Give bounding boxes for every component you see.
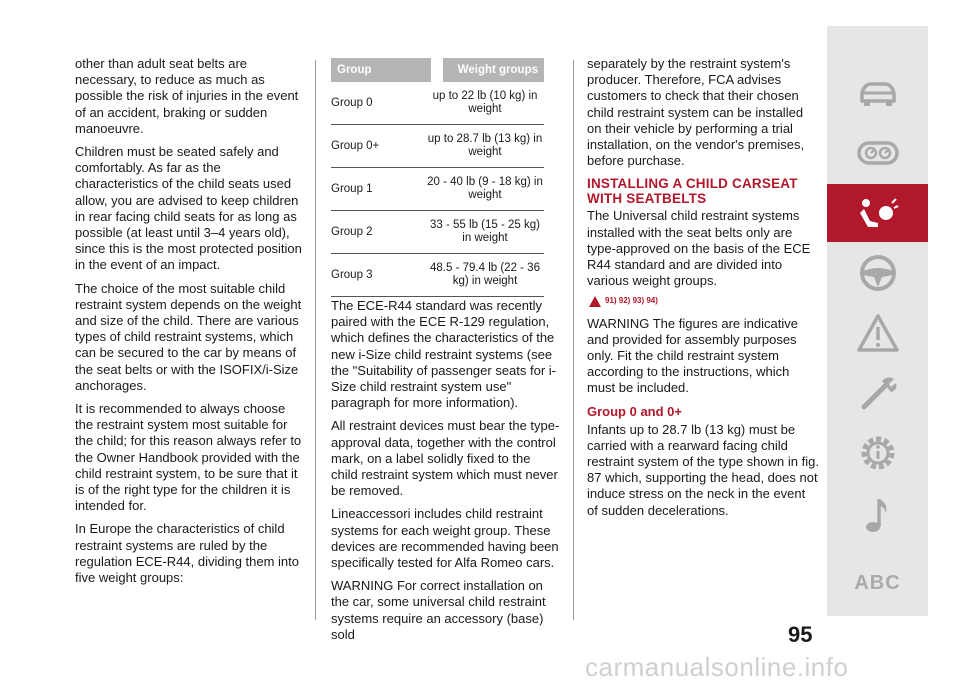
music-note-icon xyxy=(856,495,900,535)
warning-paragraph: WARNING The figures are indicative and provided for assembly purposes only. Fit the child restraint system according to the instructions, which must be included. xyxy=(587,315,798,396)
wrench-icon xyxy=(856,373,900,413)
paragraph: other than adult seat belts are necessary, to reduce as much as possible the risk of injuries in the event of an accident, braking or sudden manoeuvre. xyxy=(75,56,299,136)
paragraph: The Universal child restraint systems installed with the seat belts only are type-approved on the basis of the ECE R44 standard and are divided into various weight groups. xyxy=(587,208,811,289)
paragraph: Lineaccessori includes child restraint systems for each weight group. These devices are recommended having been specifically tested for Alfa Romeo cars. xyxy=(331,506,559,571)
paragraph: Children must be seated safely and comfortably. As far as the characteristics of the child seats used allow, you are advised to keep children in rear facing child seats for as long as possible (at least until 3–4 years old), since this is the most protected position in the event of an impact. xyxy=(75,144,302,273)
table-row xyxy=(331,125,544,168)
paragraph: The ECE-R44 standard was recently paired with the ECE R-129 regulation, which defines the characteristics of the new i-Size child restraint systems (see the "Suitability of passenger seats for i-Size child restraint system use" paragraph for more information). xyxy=(331,298,557,411)
weight-cell: 20 - 40 lb (9 - 18 kg) in weight xyxy=(427,176,543,201)
car-icon xyxy=(856,75,900,115)
sidebar-item-multimedia[interactable] xyxy=(827,486,928,544)
warning-triangle-icon xyxy=(589,296,601,307)
sidebar-item-index[interactable] xyxy=(827,554,928,612)
paragraph: WARNING For correct installation on the car, some universal child restraint systems require an accessory (base) sold xyxy=(331,578,546,642)
sidebar-item-dashboard[interactable] xyxy=(827,124,928,182)
sidebar-item-starting[interactable] xyxy=(827,244,928,302)
steering-wheel-icon xyxy=(856,253,900,293)
group-cell: Group 0+ xyxy=(331,139,380,152)
sidebar-item-safety[interactable] xyxy=(827,184,928,242)
column-2 xyxy=(331,298,560,650)
column-1 xyxy=(75,56,303,593)
table-row xyxy=(331,211,544,254)
paragraph: All restraint devices must bear the type-approval data, together with the control mark, on a label solidly fixed to the child restraint system which must never be removed. xyxy=(331,418,560,499)
group-cell: Group 1 xyxy=(331,182,373,195)
subheading: Group 0 and 0+ xyxy=(587,403,682,419)
dashboard-gauges-icon xyxy=(856,133,900,173)
warning-references xyxy=(589,293,819,309)
chapter-sidebar xyxy=(827,26,928,616)
paragraph: In Europe the characteristics of child restraint systems are ruled by the regulation ECE-R44, dividing them into five weight groups: xyxy=(75,521,300,586)
paragraph: The choice of the most suitable child restraint system depends on the weight and size of the child. There are various types of child restraint systems, which can be secured to the car by means of the seat belts or with the ISOFIX/i-Size anchorages. xyxy=(75,280,302,393)
sidebar-item-technical-data[interactable] xyxy=(827,424,928,482)
paragraph: separately by the restraint system's producer. Therefore, FCA advises customers to check that their chosen child restraint system can be installed on their vehicle by performing a trial installation, on the vendor's premises, before purchase. xyxy=(587,56,805,169)
weight-groups-table xyxy=(331,58,544,297)
warning-triangle-icon xyxy=(856,313,900,353)
table-header xyxy=(331,58,544,82)
table-row xyxy=(331,82,544,125)
group-cell: Group 3 xyxy=(331,268,373,281)
warning-reference-numbers: 91) 92) 93) 94) xyxy=(605,296,658,306)
page-number: 95 xyxy=(788,622,813,647)
gear-info-icon xyxy=(856,433,900,473)
sidebar-item-car[interactable] xyxy=(827,66,928,124)
watermark: carmanualsonline.info xyxy=(585,652,849,682)
column-divider xyxy=(315,60,316,620)
group-cell: Group 2 xyxy=(331,225,373,238)
paragraph: Infants up to 28.7 lb (13 kg) must be carried with a rearward facing child restraint system of the type shown in fig. 87 which, supporting the head, does not induce stress on the neck in the event of sudden decelerations. xyxy=(587,421,819,518)
airbag-passenger-icon xyxy=(856,193,900,233)
table-row xyxy=(331,168,544,211)
sidebar-item-maintenance[interactable] xyxy=(827,364,928,422)
weight-cell: 33 - 55 lb (15 - 25 kg) in weight xyxy=(430,219,540,244)
weight-cell: up to 28.7 lb (13 kg) in weight xyxy=(427,133,543,158)
column-3 xyxy=(587,56,819,526)
header-weight: Weight groups xyxy=(443,58,544,82)
header-group: Group xyxy=(331,58,431,82)
index-abc-label: ABC xyxy=(854,571,901,594)
paragraph: It is recommended to always choose the restraint system most suitable for the child; for this reason always refer to the Owner Handbook provided with the child restraint system, to be sure that it is of the right type for the children it is intended for. xyxy=(75,401,302,514)
weight-cell: 48.5 - 79.4 lb (22 - 36 kg) in weight xyxy=(430,262,540,287)
weight-cell: up to 22 lb (10 kg) in weight xyxy=(432,90,538,115)
column-divider xyxy=(573,60,574,620)
sidebar-item-emergency[interactable] xyxy=(827,304,928,362)
section-heading: INSTALLING A CHILD CARSEAT WITH SEATBELTS xyxy=(587,176,798,207)
table-row xyxy=(331,254,544,297)
group-cell: Group 0 xyxy=(331,96,373,109)
